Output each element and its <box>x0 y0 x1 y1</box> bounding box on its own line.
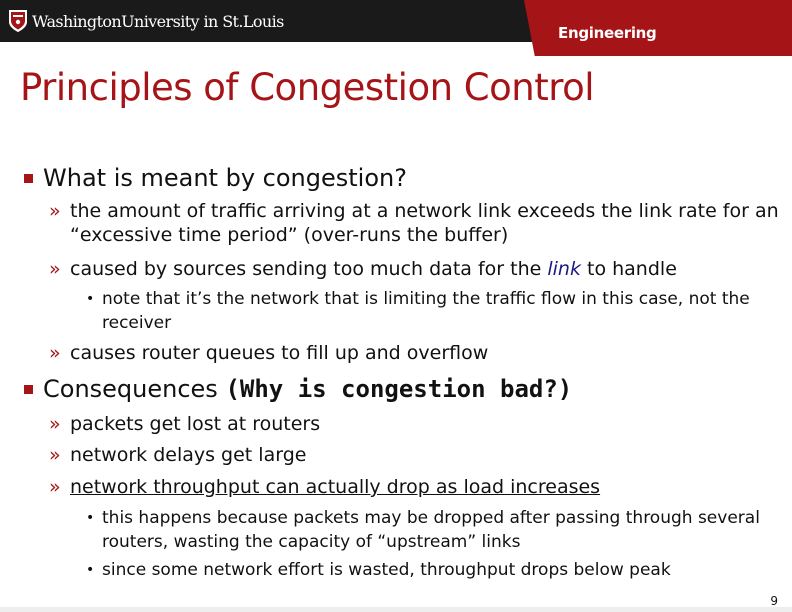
subsubitem-text: this happens because packets may be dropped after passing through several routers, wasting the capacity of “upstream” links <box>102 508 760 552</box>
subitem-text: network delays get large <box>70 444 307 466</box>
subitem-text: causes router queues to fill up and overflow <box>70 342 489 364</box>
double-chevron-icon: » <box>49 476 61 498</box>
subsubitem <box>86 558 776 582</box>
bullet-congestion <box>24 164 407 192</box>
subitem-text-before: caused by sources sending too much data for the <box>70 258 548 280</box>
subitem <box>49 412 782 436</box>
subitem-text <box>52 257 782 281</box>
subitem <box>49 475 782 499</box>
subitem <box>49 443 782 467</box>
subsubitem-text: note that it’s the network that is limiting the traffic flow in this case, not the receiver <box>102 289 750 333</box>
dot-bullet-icon: • <box>86 510 95 526</box>
square-bullet-icon <box>24 174 33 183</box>
subsubitem <box>86 287 776 335</box>
footer-bar <box>0 607 792 612</box>
subsubitem-text: since some network effort is wasted, throughput drops below peak <box>102 560 671 580</box>
page-number: 9 <box>770 594 778 608</box>
subitem-text: packets get lost at routers <box>70 413 321 435</box>
bullet-text: What is meant by congestion? <box>43 164 407 192</box>
subsubitem <box>86 506 776 554</box>
shield-icon <box>8 9 28 33</box>
subitem-text: the amount of traffic arriving at a network link exceeds the link rate for an “excessive time period” (over-runs the buffer) <box>70 200 779 246</box>
double-chevron-icon: » <box>49 258 61 280</box>
subitem-text-after: to handle <box>580 258 677 280</box>
double-chevron-icon: » <box>49 413 61 435</box>
subitem <box>49 257 782 281</box>
subitem-text: network throughput can actually drop as load increases <box>70 476 601 498</box>
department-label: Engineering <box>558 24 657 42</box>
subitem <box>49 341 782 365</box>
square-bullet-icon <box>24 385 33 394</box>
university-logo[interactable] <box>8 8 284 34</box>
double-chevron-icon: » <box>49 444 61 466</box>
subitem <box>49 199 782 247</box>
dot-bullet-icon: • <box>86 562 95 578</box>
slide-title: Principles of Congestion Control <box>20 66 595 109</box>
double-chevron-icon: » <box>49 200 61 222</box>
dot-bullet-icon: • <box>86 291 95 307</box>
link-word: link <box>547 258 581 280</box>
bullet-bold-text: (Why is congestion bad?) <box>225 375 573 403</box>
double-chevron-icon: » <box>49 342 61 364</box>
bullet-text: Consequences <box>43 375 218 403</box>
bullet-consequences <box>24 375 572 403</box>
university-name: WashingtonUniversity in St.Louis <box>32 11 284 31</box>
